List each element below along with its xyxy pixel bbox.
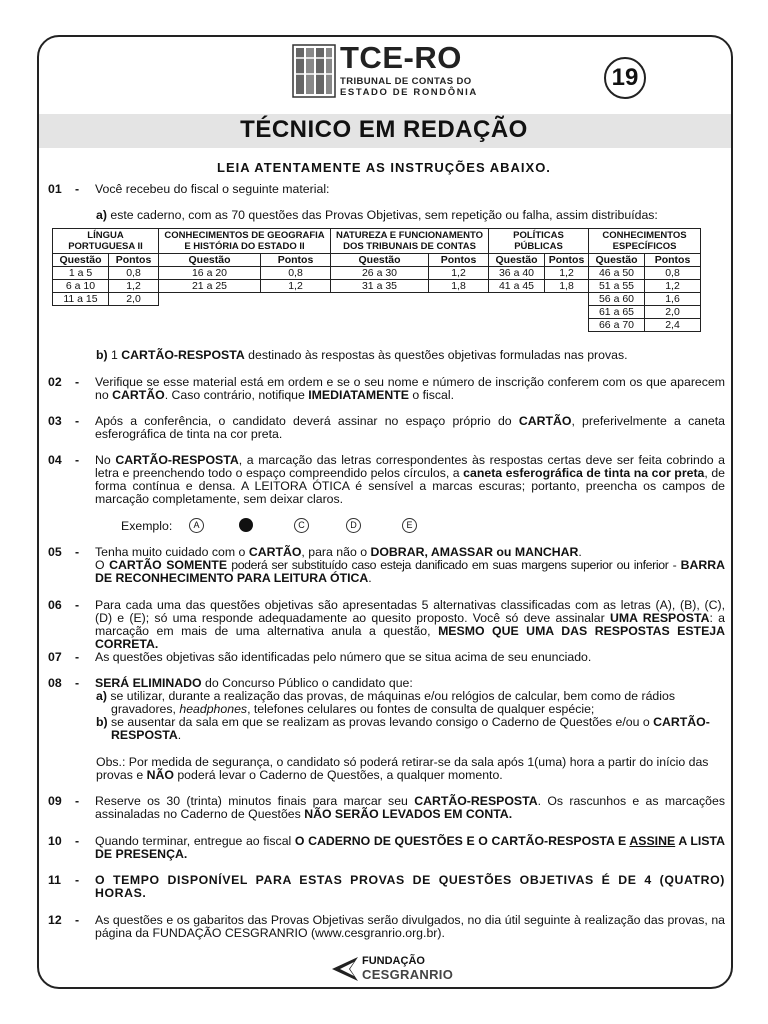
option-d-bubble: D (346, 518, 361, 533)
booklet-number: 19 (604, 57, 646, 99)
table-row: 66 a 70 2,4 (53, 319, 701, 332)
instruction-08-a: a) se utilizar, durante a realização das provas, de máquinas e/ou relógios de calcular, bem como de rádios gravadores, headphones, telefones celulares ou fontes de consulta de qualquer espécie; (96, 689, 675, 716)
brand-line-1: TRIBUNAL DE CONTAS DO (340, 76, 472, 87)
brand-name: TCE-RO (340, 40, 462, 75)
tce-ro-logo (292, 40, 482, 100)
column-header: Questão (331, 254, 429, 267)
instruction-01-b: b) 1 CARTÃO-RESPOSTA destinado às respostas às questões objetivas formuladas nas provas. (96, 348, 628, 362)
building-icon (292, 44, 336, 98)
table-group-header: POLÍTICAS PÚBLICAS (489, 229, 589, 254)
column-header: Questão (53, 254, 109, 267)
column-header: Pontos (429, 254, 489, 267)
table-group-header: CONHECIMENTOS ESPECÍFICOS (589, 229, 701, 254)
column-header: Pontos (261, 254, 331, 267)
table-row: 61 a 65 2,0 (53, 306, 701, 319)
brand-line-2: ESTADO DE RONDÔNIA (340, 87, 478, 98)
instruction-08-obs: Obs.: Por medida de segurança, o candidato só poderá retirar-se da sala após 1(uma) hora a partir do início das provas e NÃO poderá levar o Caderno de Questões, a qualquer momento. (96, 755, 709, 782)
footer-line-2: CESGRANRIO (362, 967, 454, 982)
cesgranrio-arrow-icon (330, 954, 360, 984)
footer-line-1: FUNDAÇÃO (362, 955, 425, 967)
column-header: Questão (489, 254, 545, 267)
question-distribution-table (52, 228, 701, 332)
column-header: Questão (159, 254, 261, 267)
table-row: 1 a 5 0,8 16 a 20 0,8 26 a 30 1,2 36 a 40 1,2 46 a 50 0,8 (53, 267, 701, 280)
page-title: TÉCNICO EM REDAÇÃO (240, 116, 528, 143)
cesgranrio-logo (330, 952, 454, 986)
column-header: Pontos (109, 254, 159, 267)
option-e-bubble: E (402, 518, 417, 533)
column-header: Pontos (645, 254, 701, 267)
table-group-header: NATUREZA E FUNCIONAMENTO DOS TRIBUNAIS DE CONTAS (331, 229, 489, 254)
instructions-heading: LEIA ATENTAMENTE AS INSTRUÇÕES ABAIXO. (217, 160, 551, 175)
instruction-text: Você recebeu do fiscal o seguinte material: (95, 182, 330, 196)
column-header: Pontos (545, 254, 589, 267)
option-a-bubble: A (189, 518, 204, 533)
filled-bubble (239, 518, 253, 532)
table-group-header: CONHECIMENTOS DE GEOGRAFIA E HISTÓRIA DO ESTADO II (159, 229, 331, 254)
table-row: 11 a 15 2,0 56 a 60 1,6 (53, 293, 701, 306)
column-header: Questão (589, 254, 645, 267)
table-group-header: LÍNGUA PORTUGUESA II (53, 229, 159, 254)
instruction-number: 01 (48, 182, 62, 196)
table-row: 6 a 10 1,2 21 a 25 1,2 31 a 35 1,8 41 a 45 1,8 51 a 55 1,2 (53, 280, 701, 293)
instruction-01-a: a) este caderno, com as 70 questões das Provas Objetivas, sem repetição ou falha, assim distribuídas: (96, 208, 658, 222)
example-label: Exemplo: (121, 519, 173, 533)
instruction-08-b: b) se ausentar da sala em que se realizam as provas levando consigo o Caderno de Questões e/ou o CARTÃO-RESPOSTA. (96, 715, 710, 742)
option-c-bubble: C (294, 518, 309, 533)
